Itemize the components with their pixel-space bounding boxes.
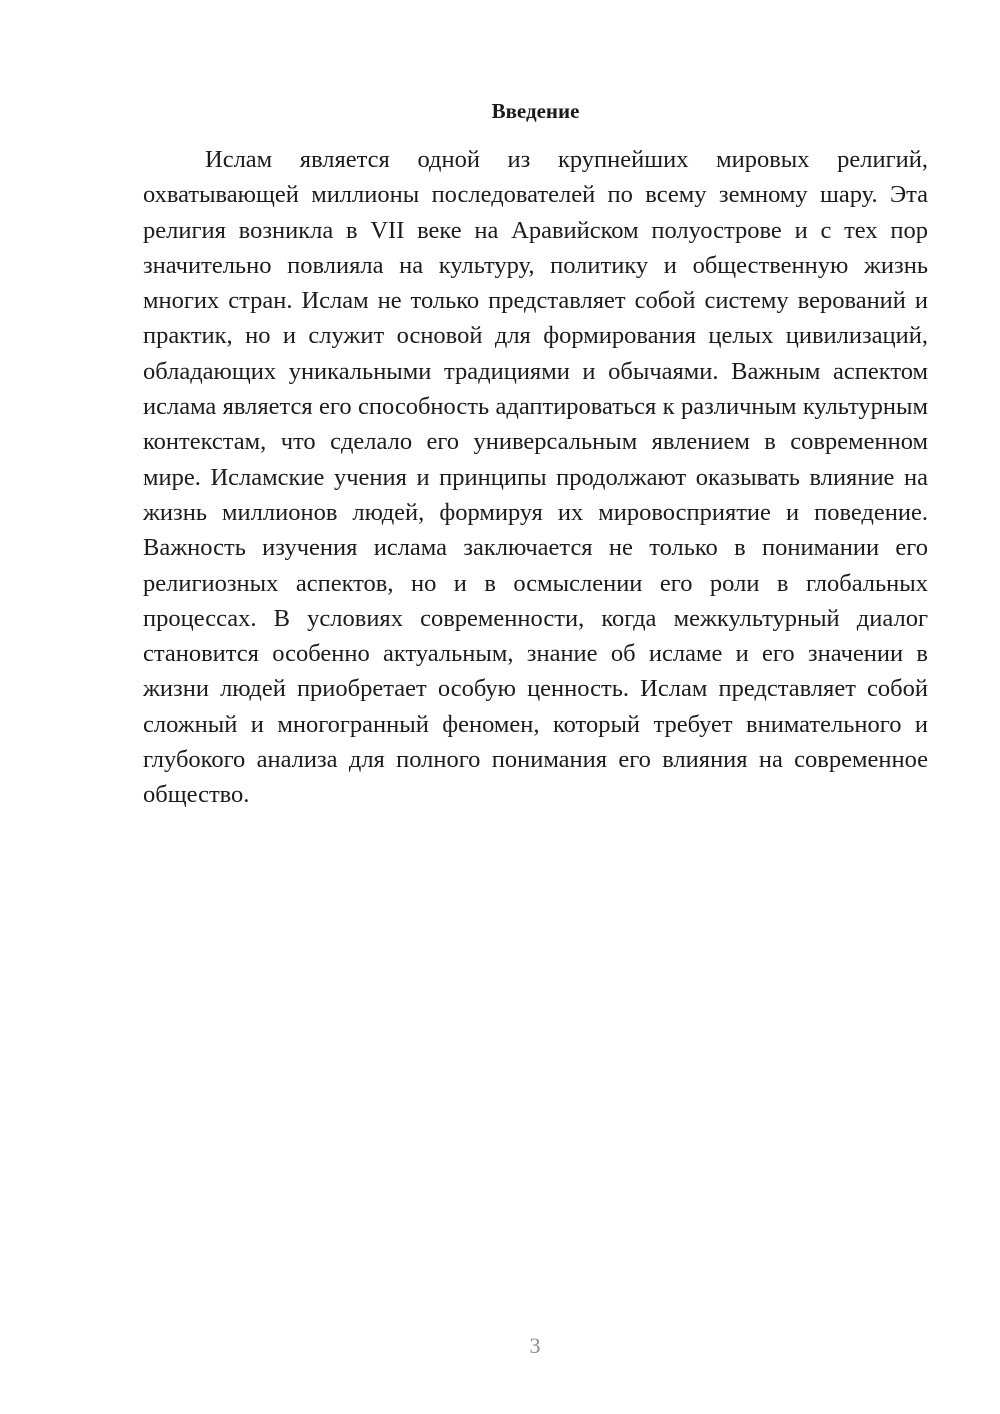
section-heading: Введение	[491, 99, 580, 123]
body-paragraph: Ислам является одной из крупнейших мировых религий, охватывающей миллионы последователей по всему земному шару. Эта религия возникла в VII веке на Аравийском полуострове и с тех пор значительно повлияла на культуру, политику и общественную жизнь многих стран. Ислам не только представляет собой систему верований и практик, но и служит основой для формирования целых цивилизаций, обладающих уникальными традициями и обычаями. Важным аспектом ислама является его способность адаптироваться к различным культурным контекстам, что сделало его универсальным явлением в современном мире. Исламские учения и принципы продолжают оказывать влияние на жизнь миллионов людей, формируя их мировосприятие и поведение. Важность изучения ислама заключается не только в понимании его религиозных аспектов, но и в осмыслении его роли в глобальных процессах. В условиях современности, когда межкультурный диалог становится особенно актуальным, знание об исламе и его значении в жизни людей приобретает особую ценность. Ислам представляет собой сложный и многогранный феномен, который требует внимательного и глубокого анализа для полного понимания его влияния на современное общество.	[143, 146, 928, 809]
page-number: 3	[529, 1333, 541, 1358]
